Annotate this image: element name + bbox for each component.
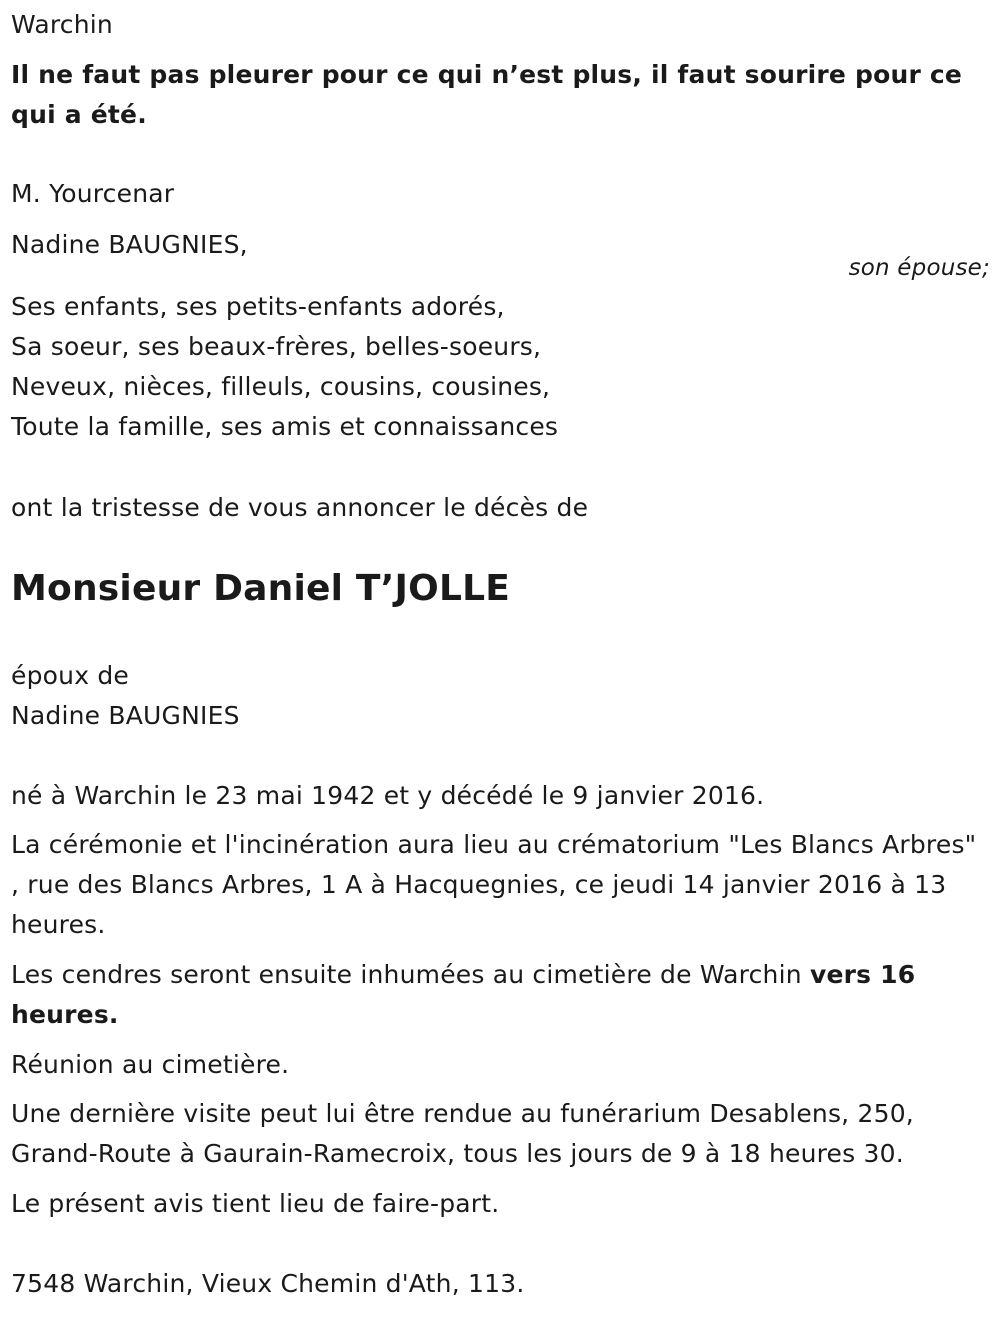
quote-author: M. Yourcenar: [11, 179, 175, 208]
family-line: Toute la famille, ses amis et connaissances: [11, 412, 559, 441]
quote-text: Il ne faut pas pleurer pour ce qui n’est plus, il faut sourire pour ce qui a été.: [11, 60, 963, 129]
deceased-spouse-name: Nadine BAUGNIES: [11, 701, 240, 730]
family-line: Sa soeur, ses beaux-frères, belles-soeurs,: [11, 332, 542, 361]
family-line: Neveux, nièces, filleuls, cousins, cousines,: [11, 372, 551, 401]
family-line: Ses enfants, ses petits-enfants adorés,: [11, 292, 505, 321]
notice-text: Le présent avis tient lieu de faire-part.: [11, 1189, 500, 1218]
ashes-time: vers 16 heures.: [11, 960, 916, 1029]
ashes-text: Les cendres seront ensuite inhumées au cimetière de Warchin: [11, 960, 810, 989]
ceremony-info: La cérémonie et l'incinération aura lieu au crématorium "Les Blancs Arbres" , rue des Blancs Arbres, 1 A à Hacquegnies, ce jeudi 14 janvier 2016 à 13 heures.: [11, 830, 977, 939]
reunion-info: Réunion au cimetière.: [11, 1050, 290, 1079]
family-address: 7548 Warchin, Vieux Chemin d'Ath, 113.: [11, 1269, 525, 1298]
location-header: Warchin: [11, 10, 113, 39]
spouse-label: époux de: [11, 661, 129, 690]
spouse-relation: son épouse;: [848, 255, 990, 281]
birth-death-info: né à Warchin le 23 mai 1942 et y décédé le 9 janvier 2016.: [11, 781, 765, 810]
ashes-info: [11, 955, 986, 1035]
deceased-name: Monsieur Daniel T’JOLLE: [11, 568, 511, 609]
visit-info: Une dernière visite peut lui être rendue au funérarium Desablens, 250, Grand-Route à Gaurain-Ramecroix, tous les jours de 9 à 18 heures 30.: [11, 1099, 914, 1168]
announcement-text: ont la tristesse de vous annoncer le décès de: [11, 493, 589, 522]
spouse-name: Nadine BAUGNIES,: [11, 230, 248, 259]
